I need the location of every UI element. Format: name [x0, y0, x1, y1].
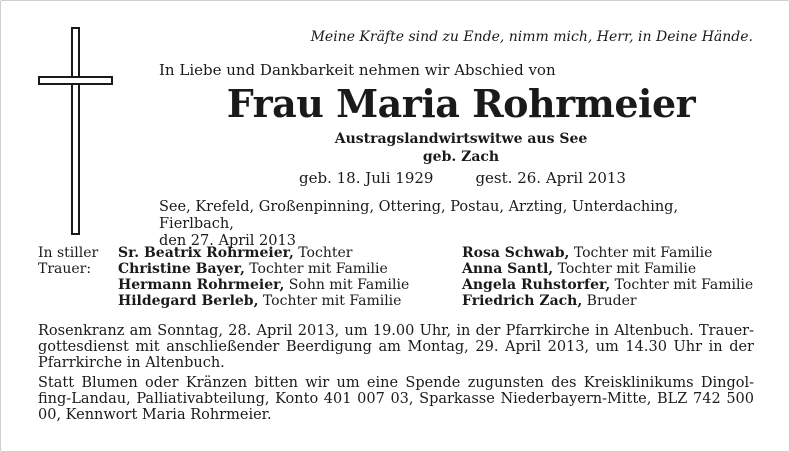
mourner-relation: Tochter mit Familie — [569, 245, 713, 261]
mourner-relation: Tochter — [293, 245, 353, 261]
mourner-entry — [118, 277, 409, 293]
mourner-relation: Tochter mit Familie — [553, 261, 697, 277]
intro-text: In Liebe und Dankbarkeit nehmen wir Abschied von — [159, 61, 556, 79]
deceased-name: Frau Maria Rohrmeier — [226, 81, 696, 126]
mourner-name: Anna Santl, — [462, 261, 554, 277]
notice-date: den 27. April 2013 — [159, 233, 296, 249]
cross-icon-joint — [73, 78, 78, 83]
mourner-relation: Bruder — [582, 293, 637, 309]
mourner-relation: Tochter mit Familie — [610, 277, 754, 293]
death-date: gest. 26. April 2013 — [475, 169, 626, 187]
mourner-name: Sr. Beatrix Rohrmeier, — [118, 245, 294, 261]
life-dates — [299, 169, 626, 187]
cross-icon — [71, 27, 80, 235]
mourner-entry — [462, 261, 753, 277]
places-line: See, Krefeld, Großenpinning, Ottering, Postau, Arzting, Unterdaching, Fierlbach, — [159, 199, 679, 232]
mourner-entry — [118, 245, 409, 261]
places-and-date — [159, 199, 755, 250]
mourner-name: Rosa Schwab, — [462, 245, 570, 261]
maiden-name: geb. Zach — [422, 149, 500, 165]
mourner-entry — [462, 293, 753, 309]
mourner-entry — [118, 293, 409, 309]
mourner-name: Hermann Rohrmeier, — [118, 277, 285, 293]
rosary-funeral-info: Rosenkranz am Sonntag, 28. April 2013, um 19.00 Uhr, in der Pfarrkirche in Altenbuch. Trauer-gottesdienst mit anschließender Beerdigung am Montag, 29. April 2013, um 14.30 Uhr in der Pfarrkirche in Altenbuch. — [38, 323, 754, 371]
mourner-name: Angela Ruhstorfer, — [462, 277, 611, 293]
mourner-name: Christine Bayer, — [118, 261, 245, 277]
mourner-relation: Tochter mit Familie — [258, 293, 402, 309]
mourners-list-right — [462, 245, 753, 309]
mourner-entry — [462, 245, 753, 261]
mourners-label-line: In stiller — [38, 245, 99, 261]
mourner-relation: Tochter mit Familie — [244, 261, 388, 277]
mourner-entry — [118, 261, 409, 277]
motto-quote: Meine Kräfte sind zu Ende, nimm mich, Herr, in Deine Hände. — [310, 29, 753, 45]
mourners-label-line: Trauer: — [38, 261, 92, 277]
mourner-relation: Sohn mit Familie — [284, 277, 410, 293]
mourner-name: Hildegard Berleb, — [118, 293, 259, 309]
donation-info: Statt Blumen oder Kränzen bitten wir um eine Spende zugunsten des Kreisklinikums Dingol-fing-Landau, Palliativabteilung, Konto 401 007 03, Sparkasse Niederbayern-Mitte, BLZ 742 500 00, Kennwort Maria Rohrmeier. — [38, 375, 754, 423]
mourner-name: Friedrich Zach, — [462, 293, 583, 309]
birth-date: geb. 18. Juli 1929 — [299, 169, 434, 187]
mourners-list-left — [118, 245, 409, 309]
mourner-entry — [462, 277, 753, 293]
mourners-label — [38, 245, 98, 277]
deceased-title: Austragslandwirtswitwe aus See — [334, 131, 588, 147]
